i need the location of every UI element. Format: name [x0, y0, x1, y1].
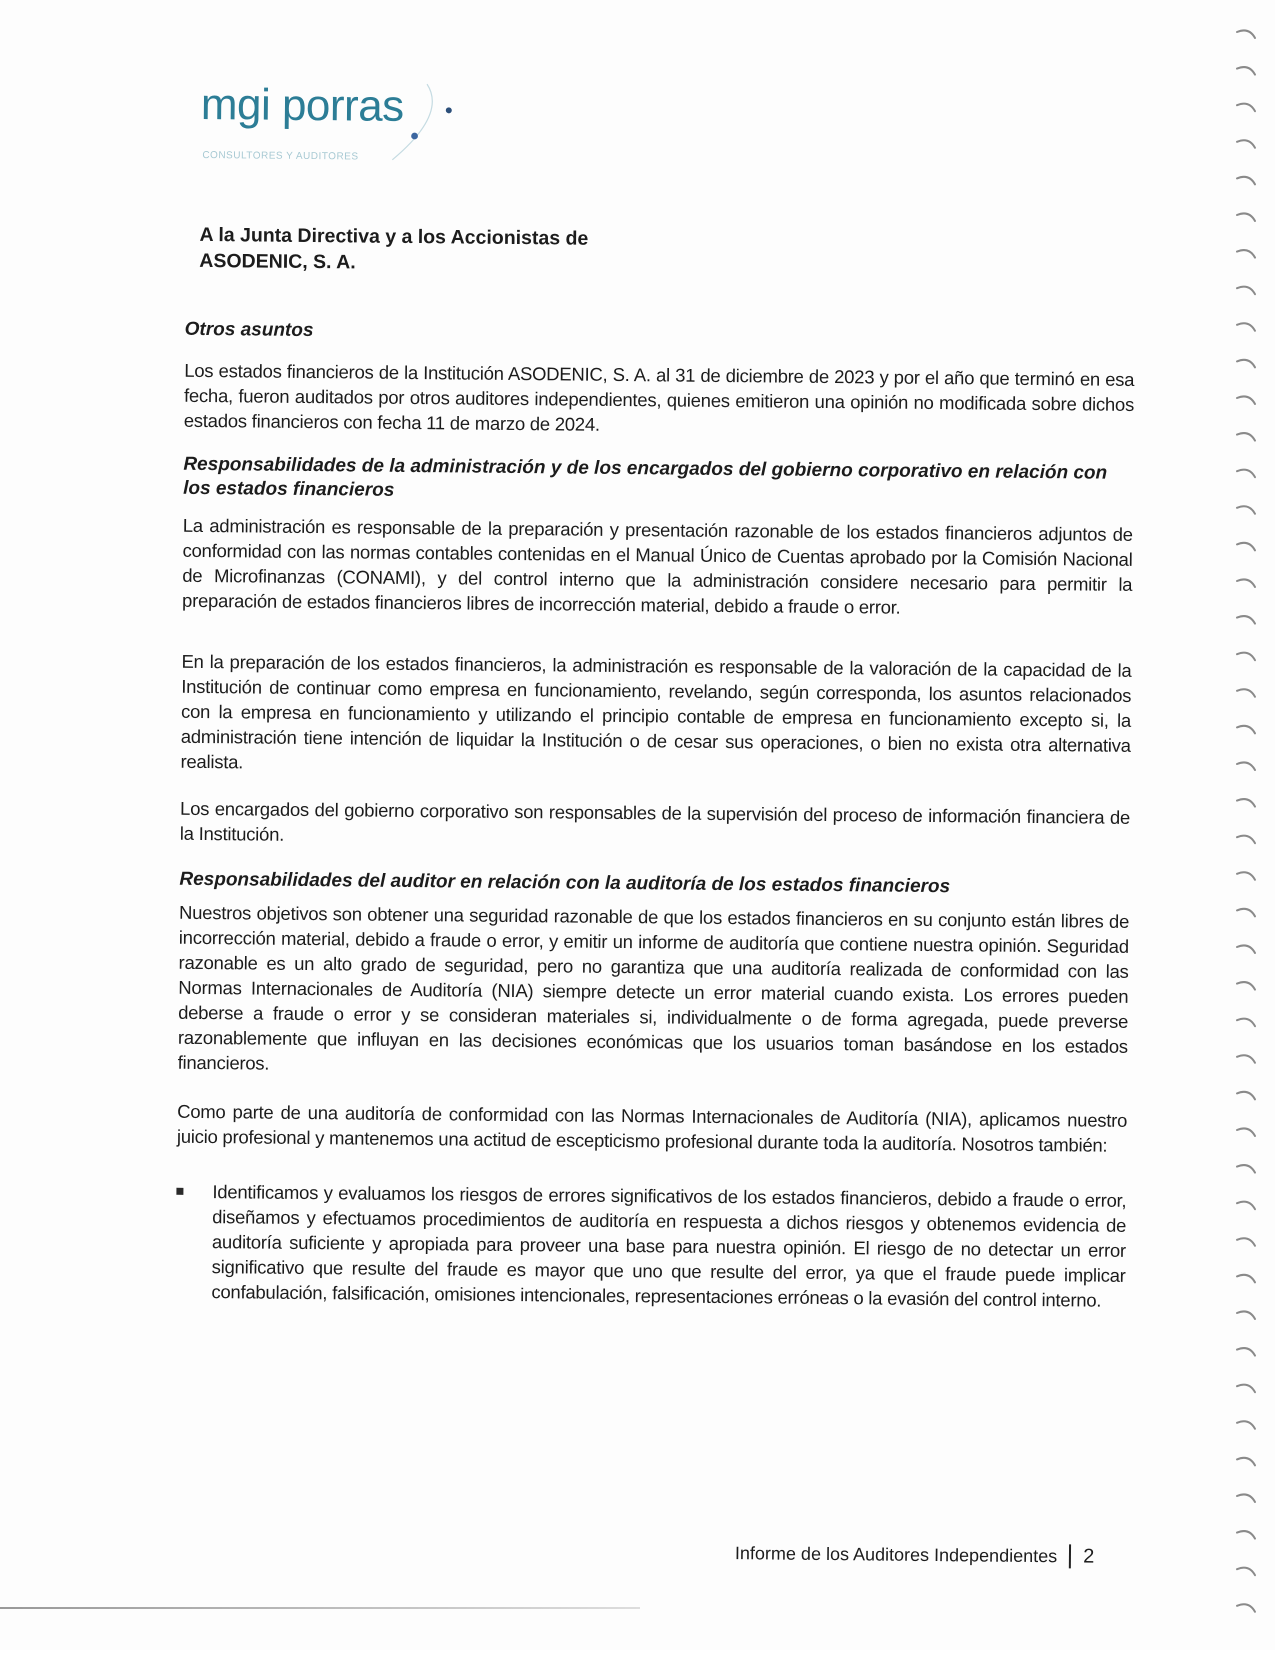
- list-item-text: Identificamos y evaluamos los riesgos de errores significativos de los estados financieros, debido a fraude o error, diseñamos y efectuamos procedimientos de auditoría en respuesta a dichos riesgos y obtenemos evidencia de auditoría suficiente y apropiada para proveer una base para nuestra opinión. El riesgo de no detectar un error significativo que resulte del fraude es mayor que uno que resulte del error, ya que el fraude puede implicar confabulación, falsificación, omisiones intencionales, representaciones erróneas o la evasión del control interno.: [211, 1181, 1127, 1311]
- binding-ring: [1237, 1019, 1255, 1027]
- binding-ring: [1237, 726, 1255, 734]
- binding-ring: [1237, 945, 1255, 953]
- heading-auditor-responsibilities: Responsabilidades del auditor en relación con la auditoría de los estados financieros: [179, 868, 951, 898]
- binding-ring: [1237, 1092, 1255, 1100]
- footer-divider: [1069, 1544, 1071, 1568]
- binding-ring: [1237, 982, 1255, 990]
- square-bullet-icon: [176, 1188, 183, 1195]
- binding-ring: [1237, 762, 1255, 770]
- binding-ring: [1237, 287, 1255, 295]
- binding-ring: [1237, 1055, 1255, 1063]
- binding-ring: [1237, 799, 1255, 807]
- binding-ring: [1237, 1165, 1255, 1173]
- paragraph-auditor-1: Nuestros objetivos son obtener una seguridad razonable de que los estados financieros en su conjunto están libres de incorrección material, debido a fraude o error, y emitir un informe de auditoría que contiene nuestra opinión. Seguridad razonable es un alto grado de seguridad, pero no garantiza que una auditoría realizada de conformidad con las Normas Internacionales de Auditoría (NIA) siempre detecte un error material cuando exista. Los errores pueden deberse a fraude o error y se consideran materiales si, individualmente o de forma agregada, puede preverse razonablemente que influyan en las decisiones económicas que los usuarios toman basándose en los estados financieros.: [177, 901, 1130, 1074]
- binding-ring: [1237, 140, 1255, 148]
- binding-ring: [1237, 396, 1255, 404]
- logo-arc-icon: [386, 82, 477, 163]
- binding-ring: [1237, 1604, 1255, 1612]
- binding-ring: [1237, 30, 1255, 38]
- binding-rings-icon: [1215, 0, 1275, 1650]
- page-edge-line: [0, 1607, 640, 1609]
- binding-ring: [1237, 1494, 1255, 1502]
- binding-ring: [1237, 1458, 1255, 1466]
- paragraph-admin-3: Los encargados del gobierno corporativo son responsables de la supervisión del proceso de información financiera de la Institución.: [179, 797, 1131, 845]
- binding-ring: [1237, 177, 1255, 185]
- logo-tagline: CONSULTORES Y AUDITORES: [202, 149, 359, 163]
- binding-ring: [1237, 104, 1255, 112]
- binding-ring: [1237, 1202, 1255, 1210]
- addressee-block: [199, 222, 588, 278]
- list-item: [175, 1179, 1126, 1313]
- binding-ring: [1237, 1238, 1255, 1246]
- procedures-list: [175, 1179, 1126, 1313]
- paragraph-admin-2: En la preparación de los estados financieros, la administración es responsable de la valoración de la capacidad de la Institución de continuar como empresa en funcionamiento, revelando, según corresponda, los asuntos relacionados con la empresa en funcionamiento y utilizando el principio contable de empresa en funcionamiento excepto si, la administración tiene intención de liquidar la Institución o de cesar sus operaciones, o bien no exista otra alternativa realista.: [180, 650, 1132, 773]
- paragraph-auditor-2: Como parte de una auditoría de conformidad con las Normas Internacionales de Auditoría (NIA), aplicamos nuestro juicio profesional y mantenemos una actitud de escepticismo profesional durante toda la auditoría. Nosotros también:: [176, 1100, 1128, 1156]
- binding-ring: [1237, 1128, 1255, 1136]
- binding-ring: [1237, 1568, 1255, 1576]
- binding-ring: [1237, 689, 1255, 697]
- binding-ring: [1237, 543, 1255, 551]
- binding-ring: [1237, 836, 1255, 844]
- binding-ring: [1237, 323, 1255, 331]
- binding-ring: [1237, 1531, 1255, 1539]
- page-number: 2: [1083, 1544, 1095, 1568]
- page-footer: [735, 1541, 1095, 1568]
- paragraph-admin-1: La administración es responsable de la preparación y presentación razonable de los estados financieros adjuntos de conformidad con las normas contables contenidas en el Manual Único de Cuentas aprobado por la Comisión Nacional de Microfinanzas (CONAMI), y del control interno que la administración considere necesario para permitir la preparación de estados financieros libres de incorrección material, debido a fraude o error.: [181, 514, 1133, 618]
- binding-ring: [1237, 506, 1255, 514]
- heading-admin-responsibilities: Responsabilidades de la administración y de los encargados del gobierno corporativo en relación con los estados financieros: [183, 453, 1108, 501]
- binding-ring: [1237, 433, 1255, 441]
- binding-ring: [1237, 616, 1255, 624]
- binding-ring: [1237, 213, 1255, 221]
- addressee-line-1: A la Junta Directiva y a los Accionistas de: [199, 223, 589, 250]
- binding-ring: [1237, 1385, 1255, 1393]
- binding-ring: [1237, 360, 1255, 368]
- binding-ring: [1237, 1275, 1255, 1283]
- logo-wordmark: mgi porras: [200, 79, 404, 131]
- binding-ring: [1237, 872, 1255, 880]
- binding-ring: [1237, 470, 1255, 478]
- binding-ring: [1237, 67, 1255, 75]
- binding-ring: [1237, 1421, 1255, 1429]
- addressee-company: ASODENIC, S. A.: [199, 249, 356, 274]
- binding-ring: [1237, 1348, 1255, 1356]
- binding-ring: [1237, 1311, 1255, 1319]
- heading-otros-asuntos: Otros asuntos: [184, 318, 314, 342]
- footer-title: Informe de los Auditores Independientes: [734, 1542, 1058, 1566]
- paragraph-otros-asuntos: Los estados financieros de la Institución ASODENIC, S. A. al 31 de diciembre de 2023 y por el año que terminó en esa fecha, fueron auditados por otros auditores independientes, quienes emitieron una opinión no modificada sobre dichos estados financieros con fecha 11 de marzo de 2024.: [183, 359, 1135, 435]
- binding-ring: [1237, 909, 1255, 917]
- binding-ring: [1237, 579, 1255, 587]
- binding-ring: [1237, 250, 1255, 258]
- report-body: [175, 318, 1134, 1313]
- binding-ring: [1237, 653, 1255, 661]
